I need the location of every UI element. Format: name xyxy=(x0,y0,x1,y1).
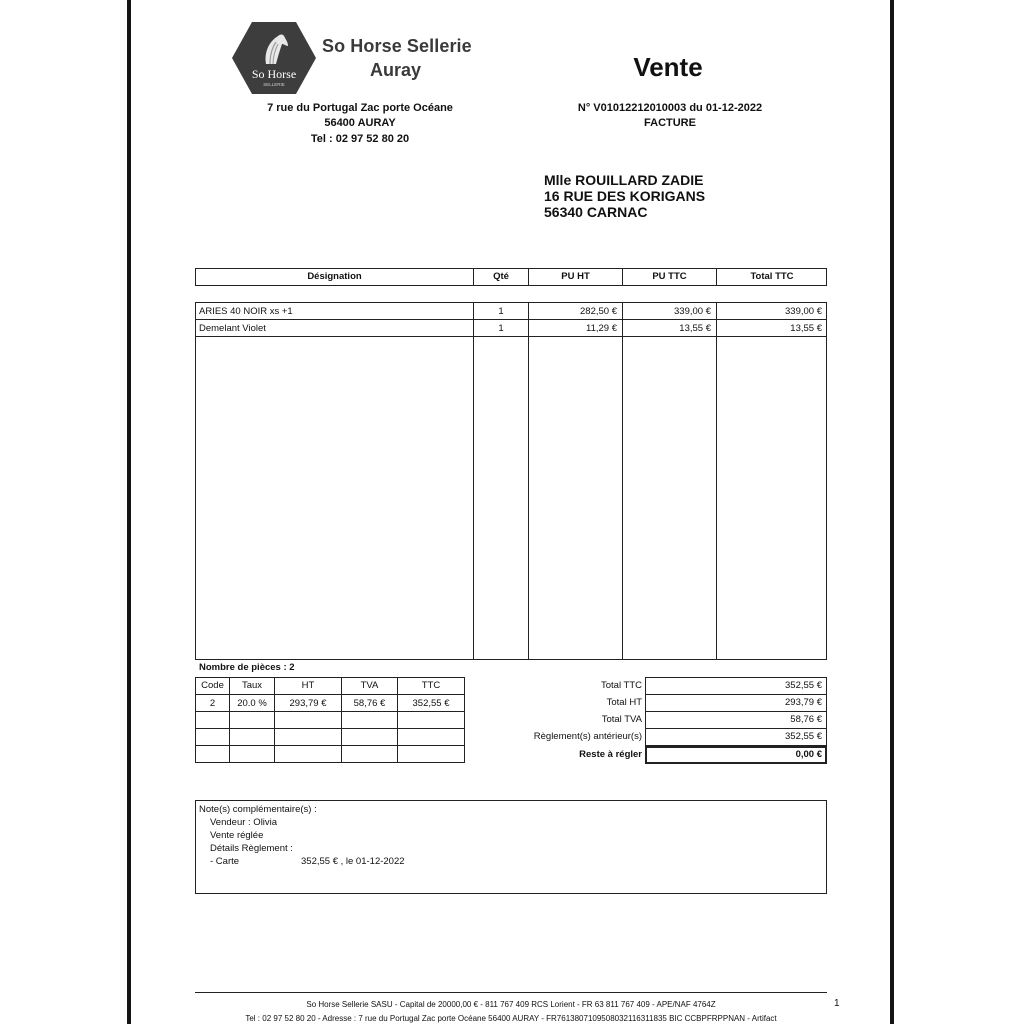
page-number: 1 xyxy=(834,998,840,1009)
total-ttc-value: 352,55 € xyxy=(785,680,822,691)
row-divider xyxy=(195,694,465,695)
column-divider xyxy=(716,302,717,660)
notes-payment-method: - Carte xyxy=(210,856,240,867)
company-address-line2: 56400 AURAY xyxy=(324,117,396,129)
vat-rate: 20.0 % xyxy=(237,698,267,709)
item-total-ttc: 13,55 € xyxy=(790,323,822,334)
vat-header-ht: HT xyxy=(301,680,315,691)
item-pu-ht: 282,50 € xyxy=(580,306,617,317)
item-qty: 1 xyxy=(498,306,504,317)
vat-header-code: Code xyxy=(201,680,224,691)
notes-payment-detail: 352,55 € , le 01-12-2022 xyxy=(301,856,405,867)
footer-contact-line: Tel : 02 97 52 80 20 - Adresse : 7 rue du Portugal Zac porte Océane 56400 AURAY - FR7613807109508032116311835 BIC CCBPFRPPNAN - Artifact xyxy=(245,1014,777,1023)
total-ht-label: Total HT xyxy=(606,697,642,708)
column-divider xyxy=(528,302,529,660)
previous-payments-value: 352,55 € xyxy=(785,731,822,742)
total-ttc-label: Total TTC xyxy=(600,680,642,691)
balance-due-value: 0,00 € xyxy=(795,749,822,760)
header-total-ttc: Total TTC xyxy=(750,271,794,282)
footer-rule xyxy=(195,992,827,993)
row-divider xyxy=(195,319,827,320)
row-divider xyxy=(195,336,827,337)
items-table-body xyxy=(195,302,827,660)
header-pu-ttc: PU TTC xyxy=(652,271,687,282)
balance-due-label: Reste à régler xyxy=(579,749,642,760)
previous-payments-label: Règlement(s) antérieur(s) xyxy=(533,731,642,742)
svg-text:SELLERIE: SELLERIE xyxy=(263,82,285,87)
total-ht-value: 293,79 € xyxy=(785,697,822,708)
notes-sale-status: Vente réglée xyxy=(210,830,264,841)
vat-header-tva: TVA xyxy=(360,680,379,691)
item-qty: 1 xyxy=(498,323,504,334)
notes-heading: Note(s) complémentaire(s) : xyxy=(199,804,317,815)
page-frame-right xyxy=(890,0,894,1024)
item-designation: Demelant Violet xyxy=(199,323,266,334)
row-divider xyxy=(645,711,827,712)
row-divider xyxy=(645,694,827,695)
company-city: Auray xyxy=(370,60,422,80)
invoice-number: N° V01012212010003 du 01-12-2022 xyxy=(577,102,763,114)
row-divider xyxy=(195,745,465,746)
vat-amount: 58,76 € xyxy=(353,698,386,709)
item-pu-ht: 11,29 € xyxy=(586,323,617,334)
page-frame-left xyxy=(127,0,131,1024)
pieces-count: Nombre de pièces : 2 xyxy=(199,662,295,673)
row-divider xyxy=(645,728,827,729)
company-phone: Tel : 02 97 52 80 20 xyxy=(310,133,410,145)
item-designation: ARIES 40 NOIR xs +1 xyxy=(199,306,293,317)
total-tva-value: 58,76 € xyxy=(790,714,822,725)
item-pu-ttc: 339,00 € xyxy=(674,306,711,317)
item-total-ttc: 339,00 € xyxy=(785,306,822,317)
vat-ttc: 352,55 € xyxy=(412,698,450,709)
notes-seller: Vendeur : Olivia xyxy=(210,817,278,828)
customer-city: 56340 CARNAC xyxy=(544,204,648,220)
company-name: So Horse Sellerie xyxy=(322,36,472,56)
row-divider xyxy=(195,728,465,729)
company-logo xyxy=(230,20,318,96)
total-tva-label: Total TVA xyxy=(601,714,642,725)
column-divider xyxy=(473,302,474,660)
vat-header-taux: Taux xyxy=(241,680,263,691)
customer-name: Mlle ROUILLARD ZADIE xyxy=(544,172,704,188)
vat-ht: 293,79 € xyxy=(289,698,327,709)
document-type: FACTURE xyxy=(644,117,696,129)
row-divider xyxy=(195,711,465,712)
svg-text:So Horse: So Horse xyxy=(251,67,297,81)
vat-header-ttc: TTC xyxy=(421,680,441,691)
company-address-line1: 7 rue du Portugal Zac porte Océane xyxy=(267,102,453,114)
customer-street: 16 RUE DES KORIGANS xyxy=(544,188,706,204)
header-designation: Désignation xyxy=(307,271,362,282)
document-title: Vente xyxy=(633,52,703,82)
notes-payment-heading: Détails Règlement : xyxy=(210,843,293,854)
header-qty: Qté xyxy=(493,271,509,282)
column-divider xyxy=(622,302,623,660)
header-pu-ht: PU HT xyxy=(561,271,590,282)
item-pu-ttc: 13,55 € xyxy=(679,323,711,334)
vat-code: 2 xyxy=(209,698,216,709)
footer-legal-line: So Horse Sellerie SASU - Capital de 20000,00 € - 811 767 409 RCS Lorient - FR 63 811 767 409 - APE/NAF 4764Z xyxy=(306,1000,716,1009)
